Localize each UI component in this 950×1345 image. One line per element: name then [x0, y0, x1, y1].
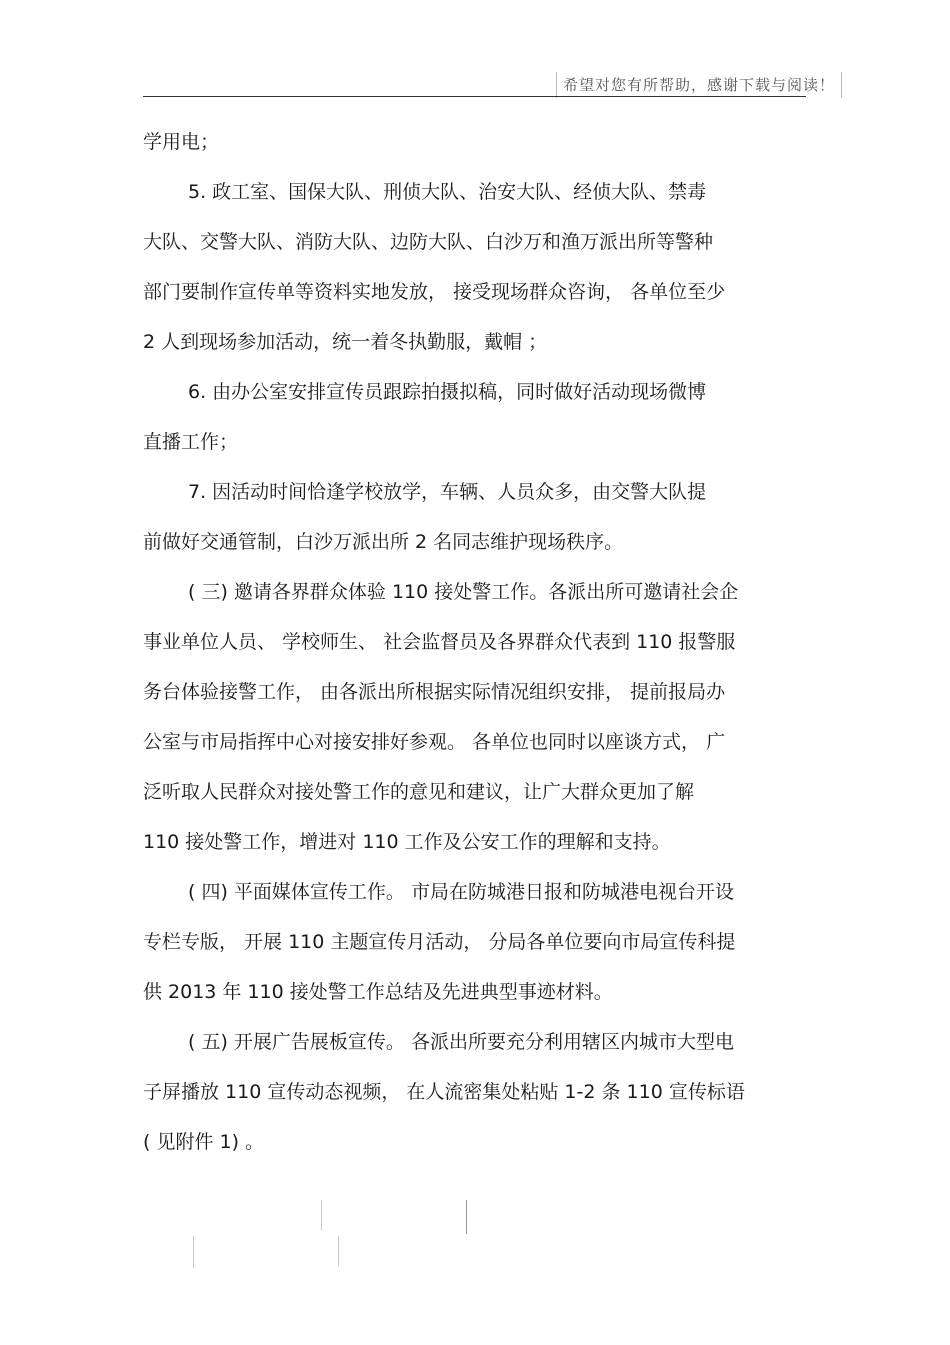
text-line-20: 子屏播放 110 宣传动态视频， 在人流密集处粘贴 1-2 条 110 宣传标语 [143, 1081, 745, 1103]
document-body [143, 117, 813, 1167]
text-line-16: ( 四) 平面媒体宣传工作。 市局在防城港日报和防城港电视台开设 [188, 881, 734, 903]
text-line-7: 直播工作； [143, 431, 239, 453]
text-line-19: ( 五) 开展广告展板宣传。 各派出所要充分利用辖区内城市大型电 [188, 1031, 734, 1053]
scan-artifact-line [338, 1236, 339, 1266]
text-line-8: 7. 因活动时间恰逢学校放学，车辆、人员众多，由交警大队提 [188, 481, 707, 503]
scan-artifact-line [466, 1200, 467, 1234]
text-line-13: 公室与市局指挥中心对接安排好参观。 各单位也同时以座谈方式， 广 [143, 731, 726, 753]
header-rule [143, 96, 806, 97]
text-line-18: 供 2013 年 110 接处警工作总结及先进典型事迹材料。 [143, 981, 613, 1003]
text-line-10: ( 三) 邀请各界群众体验 110 接处警工作。各派出所可邀请社会企 [188, 581, 739, 603]
text-line-17: 专栏专版， 开展 110 主题宣传月活动， 分局各单位要向市局宣传科提 [143, 931, 736, 953]
text-line-9: 前做好交通管制，白沙万派出所 2 名同志维护现场秩序。 [143, 531, 624, 553]
text-line-5: 2 人到现场参加活动，统一着冬执勤服，戴帽 ； [143, 331, 548, 353]
header-note: 希望对您有所帮助，感谢下载与阅读！ [556, 72, 842, 98]
scan-artifact-line [193, 1236, 194, 1268]
text-line-14: 泛听取人民群众对接处警工作的意见和建议，让广大群众更加了解 [143, 781, 695, 803]
text-line-11: 事业单位人员、 学校师生、 社会监督员及各界群众代表到 110 报警服 [143, 631, 736, 653]
scan-artifact-line [321, 1200, 322, 1230]
text-line-1: 学用电； [143, 131, 220, 153]
text-line-2: 5. 政工室、国保大队、刑侦大队、治安大队、经侦大队、禁毒 [188, 181, 707, 203]
text-line-3: 大队、交警大队、消防大队、边防大队、白沙万和渔万派出所等警种 [143, 231, 714, 253]
text-line-21: ( 见附件 1) 。 [143, 1131, 265, 1153]
text-line-12: 务台体验接警工作， 由各派出所根据实际情况组织安排， 提前报局办 [143, 681, 726, 703]
text-line-15: 110 接处警工作，增进对 110 工作及公安工作的理解和支持。 [143, 831, 671, 853]
text-line-4: 部门要制作宣传单等资料实地发放， 接受现场群众咨询， 各单位至少 [143, 281, 726, 303]
text-line-6: 6. 由办公室安排宣传员跟踪拍摄拟稿，同时做好活动现场微博 [188, 381, 707, 403]
